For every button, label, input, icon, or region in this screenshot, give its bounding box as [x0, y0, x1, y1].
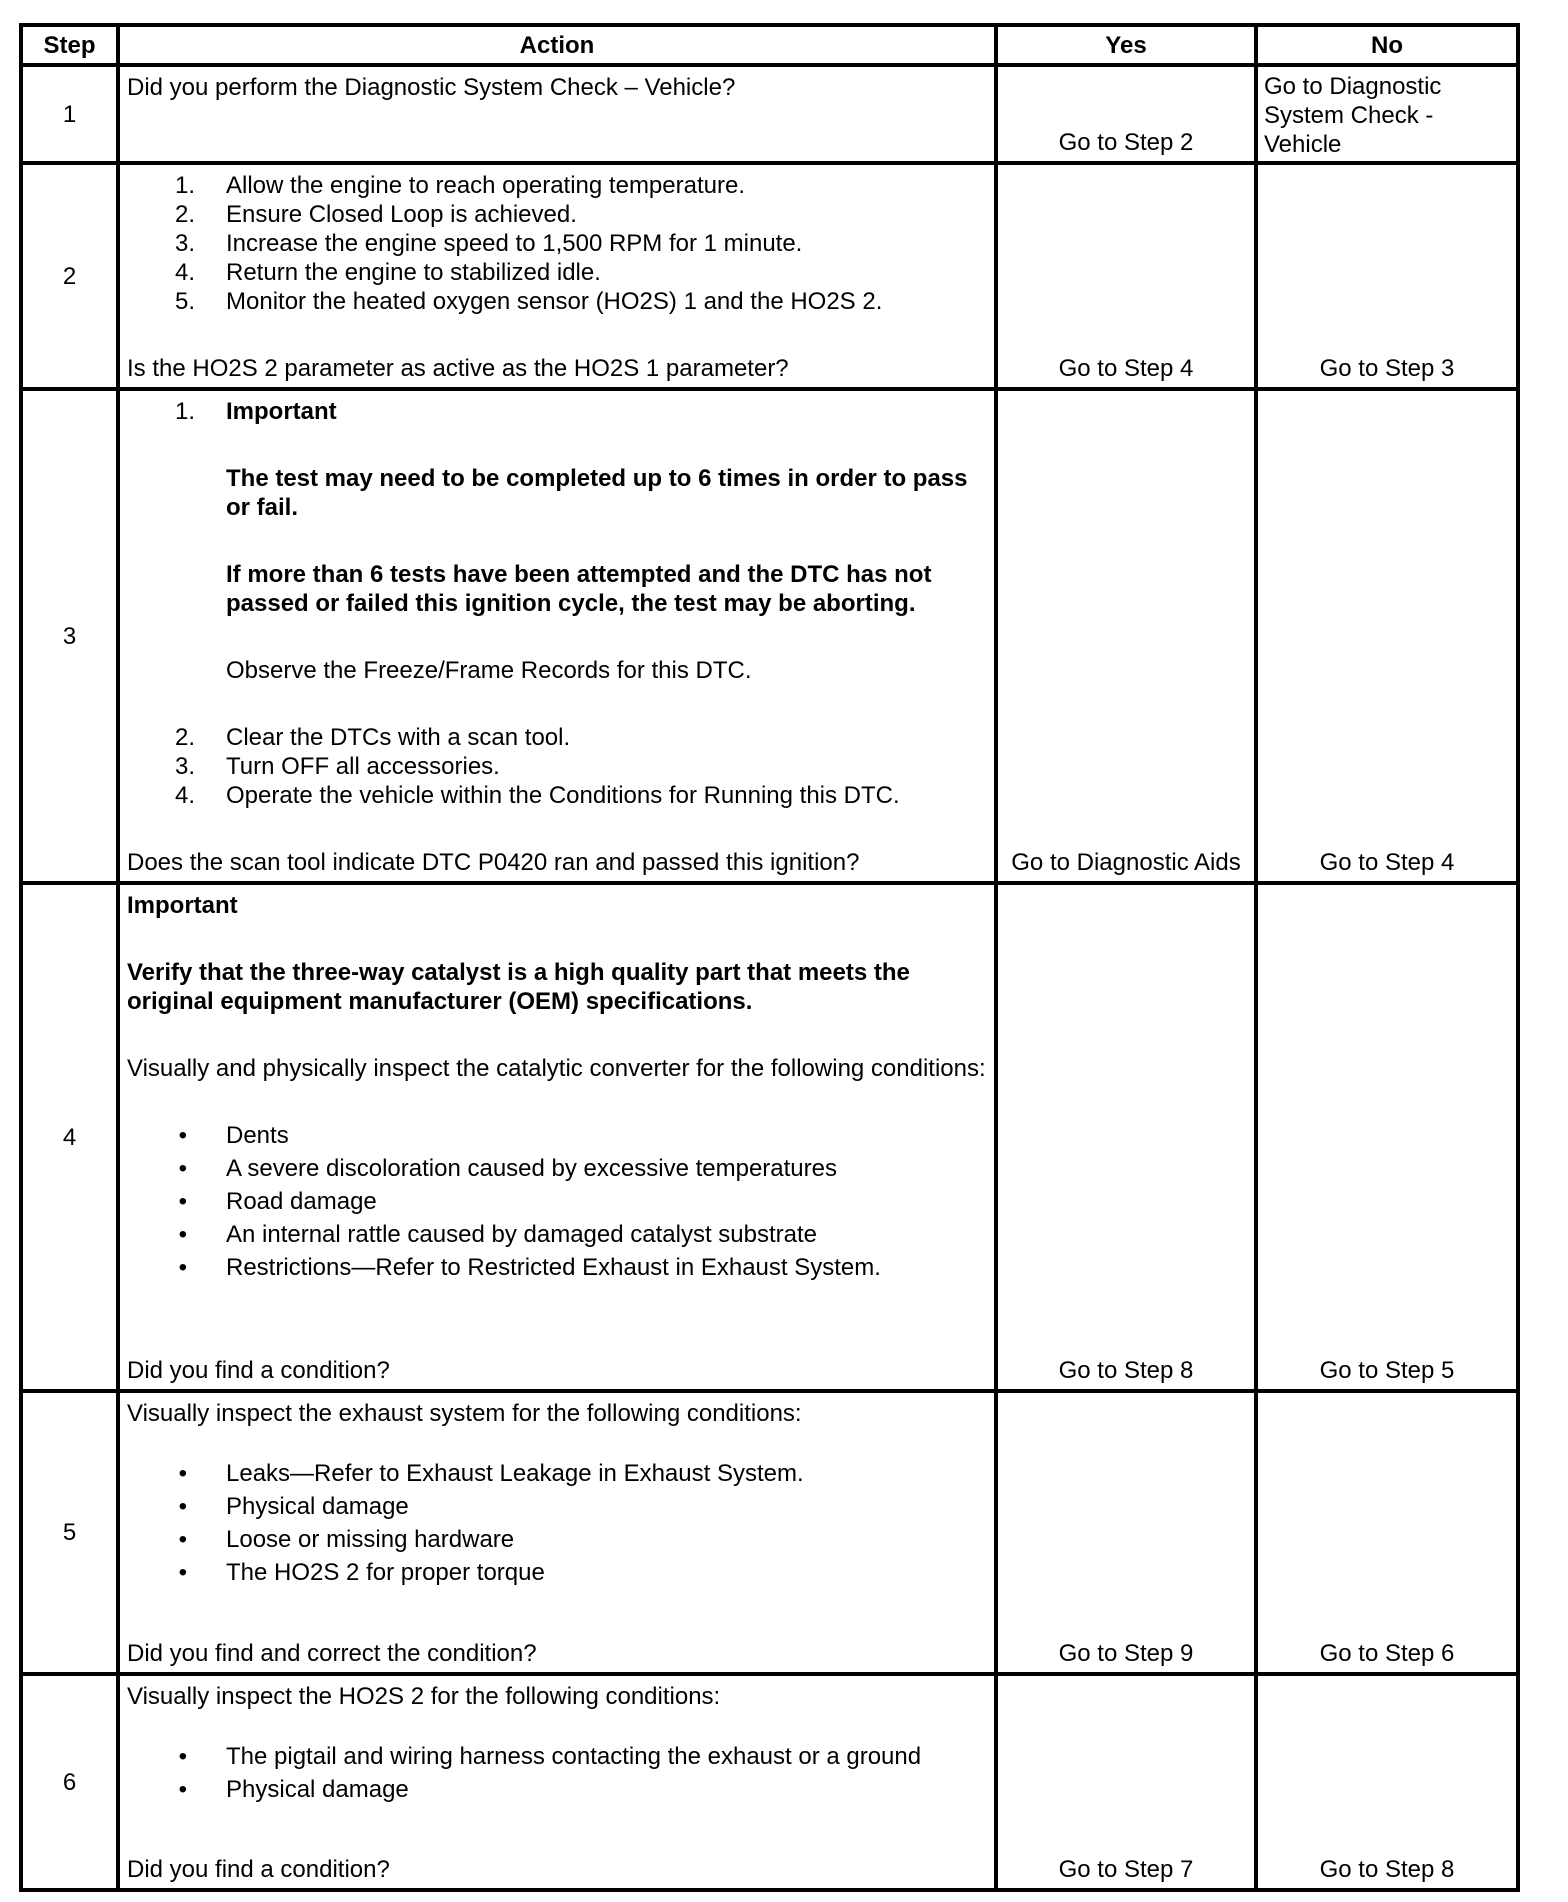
intro-text: Visually inspect the exhaust system for the following conditions:: [127, 1400, 802, 1427]
step-number: 5: [21, 1391, 118, 1674]
list-item: • Leaks—Refer to Exhaust Leakage in Exhaust System.: [178, 1460, 804, 1487]
no-cell: Go to Step 3: [1256, 163, 1518, 389]
question-text: Did you perform the Diagnostic System Check – Vehicle?: [127, 74, 736, 101]
question-text: Did you find and correct the condition?: [127, 1640, 537, 1667]
list-item: 3. Turn OFF all accessories.: [174, 753, 500, 780]
header-step: Step: [21, 25, 118, 65]
list-item: 2. Ensure Closed Loop is achieved.: [174, 201, 577, 228]
header-no: No: [1256, 25, 1518, 65]
table-row-step-3: [21, 389, 1518, 883]
table-row-step-1: [21, 65, 1518, 163]
step-number: 3: [21, 389, 118, 883]
header-row: [21, 25, 1518, 65]
step-number: 4: [21, 883, 118, 1391]
bullet-list: [127, 1121, 988, 1282]
question-text: Did you find a condition?: [127, 1357, 390, 1384]
no-cell: Go to Step 8: [1256, 1674, 1518, 1890]
list-item: • Loose or missing hardware: [178, 1526, 515, 1553]
list-item: • The HO2S 2 for proper torque: [178, 1559, 545, 1586]
no-cell: Go to Step 6: [1256, 1391, 1518, 1674]
intro-text: Visually and physically inspect the catalytic converter for the following conditions:: [127, 1055, 986, 1082]
important-label: Important: [226, 398, 337, 425]
header-action: Action: [118, 25, 996, 65]
yes-cell: Go to Step 9: [996, 1391, 1256, 1674]
list-item: • Restrictions—Refer to Restricted Exhaust in Exhaust System.: [178, 1254, 881, 1281]
table-row-step-2: [21, 163, 1518, 389]
action-cell: [118, 1391, 996, 1674]
action-content: [127, 171, 988, 383]
list-item: • The pigtail and wiring harness contacting the exhaust or a ground: [178, 1743, 922, 1770]
step-number: 2: [21, 163, 118, 389]
step-number: 6: [21, 1674, 118, 1890]
action-cell: [118, 1674, 996, 1890]
numbered-list: [127, 171, 988, 316]
list-item: 4. Return the engine to stabilized idle.: [174, 259, 601, 286]
header-yes: Yes: [996, 25, 1256, 65]
yes-cell: Go to Step 4: [996, 163, 1256, 389]
diagnostic-table: [19, 23, 1520, 1892]
no-cell: Go to Step 4: [1256, 389, 1518, 883]
step-number: 1: [21, 65, 118, 163]
important-label: Important: [127, 892, 238, 919]
intro-text: Visually inspect the HO2S 2 for the following conditions:: [127, 1683, 721, 1710]
no-cell: Go to Step 5: [1256, 883, 1518, 1391]
important-text: The test may need to be completed up to 6 times in order to pass or fail.: [226, 465, 968, 521]
yes-cell: Go to Diagnostic Aids: [996, 389, 1256, 883]
list-item: • An internal rattle caused by damaged catalyst substrate: [178, 1221, 817, 1248]
list-item: 2. Clear the DTCs with a scan tool.: [174, 724, 571, 751]
no-cell: Go to Diagnostic System Check - Vehicle: [1256, 65, 1518, 163]
list-item: 1. Allow the engine to reach operating temperature.: [174, 172, 745, 199]
table-row-step-5: [21, 1391, 1518, 1674]
list-number: 1.: [174, 398, 195, 425]
list-item: • A severe discoloration caused by excessive temperatures: [178, 1155, 837, 1182]
bullet-list: [127, 1459, 988, 1587]
list-item: 4. Operate the vehicle within the Conditions for Running this DTC.: [174, 782, 900, 809]
list-item: • Physical damage: [178, 1493, 409, 1520]
action-content: [127, 1399, 988, 1668]
list-item: • Road damage: [178, 1188, 377, 1215]
action-cell: [118, 65, 996, 163]
important-text: Verify that the three-way catalyst is a high quality part that meets the original equipment manufacturer (OEM) specifications.: [127, 959, 910, 1015]
action-cell: [118, 389, 996, 883]
action-content: [127, 891, 988, 1385]
yes-cell: Go to Step 7: [996, 1674, 1256, 1890]
table-row-step-6: [21, 1674, 1518, 1890]
action-cell: [118, 163, 996, 389]
bullet-list: [127, 1742, 988, 1804]
question-text: Is the HO2S 2 parameter as active as the HO2S 1 parameter?: [127, 355, 789, 382]
list-item: 5. Monitor the heated oxygen sensor (HO2S) 1 and the HO2S 2.: [174, 288, 883, 315]
yes-cell: Go to Step 8: [996, 883, 1256, 1391]
list-item: • Dents: [178, 1122, 289, 1149]
note-text: Observe the Freeze/Frame Records for this DTC.: [226, 657, 752, 684]
list-item: • Physical damage: [178, 1776, 409, 1803]
question-text: Did you find a condition?: [127, 1856, 390, 1883]
action-content: [127, 1682, 988, 1884]
question-text: Does the scan tool indicate DTC P0420 ran and passed this ignition?: [127, 849, 860, 876]
table-row-step-4: [21, 883, 1518, 1391]
important-text: If more than 6 tests have been attempted and the DTC has not passed or failed this ignition cycle, the test may be aborting.: [226, 561, 932, 617]
yes-cell: Go to Step 2: [996, 65, 1256, 163]
numbered-list: [127, 723, 988, 810]
list-item: 3. Increase the engine speed to 1,500 RPM for 1 minute.: [174, 230, 803, 257]
action-content: [127, 397, 988, 877]
action-cell: [118, 883, 996, 1391]
